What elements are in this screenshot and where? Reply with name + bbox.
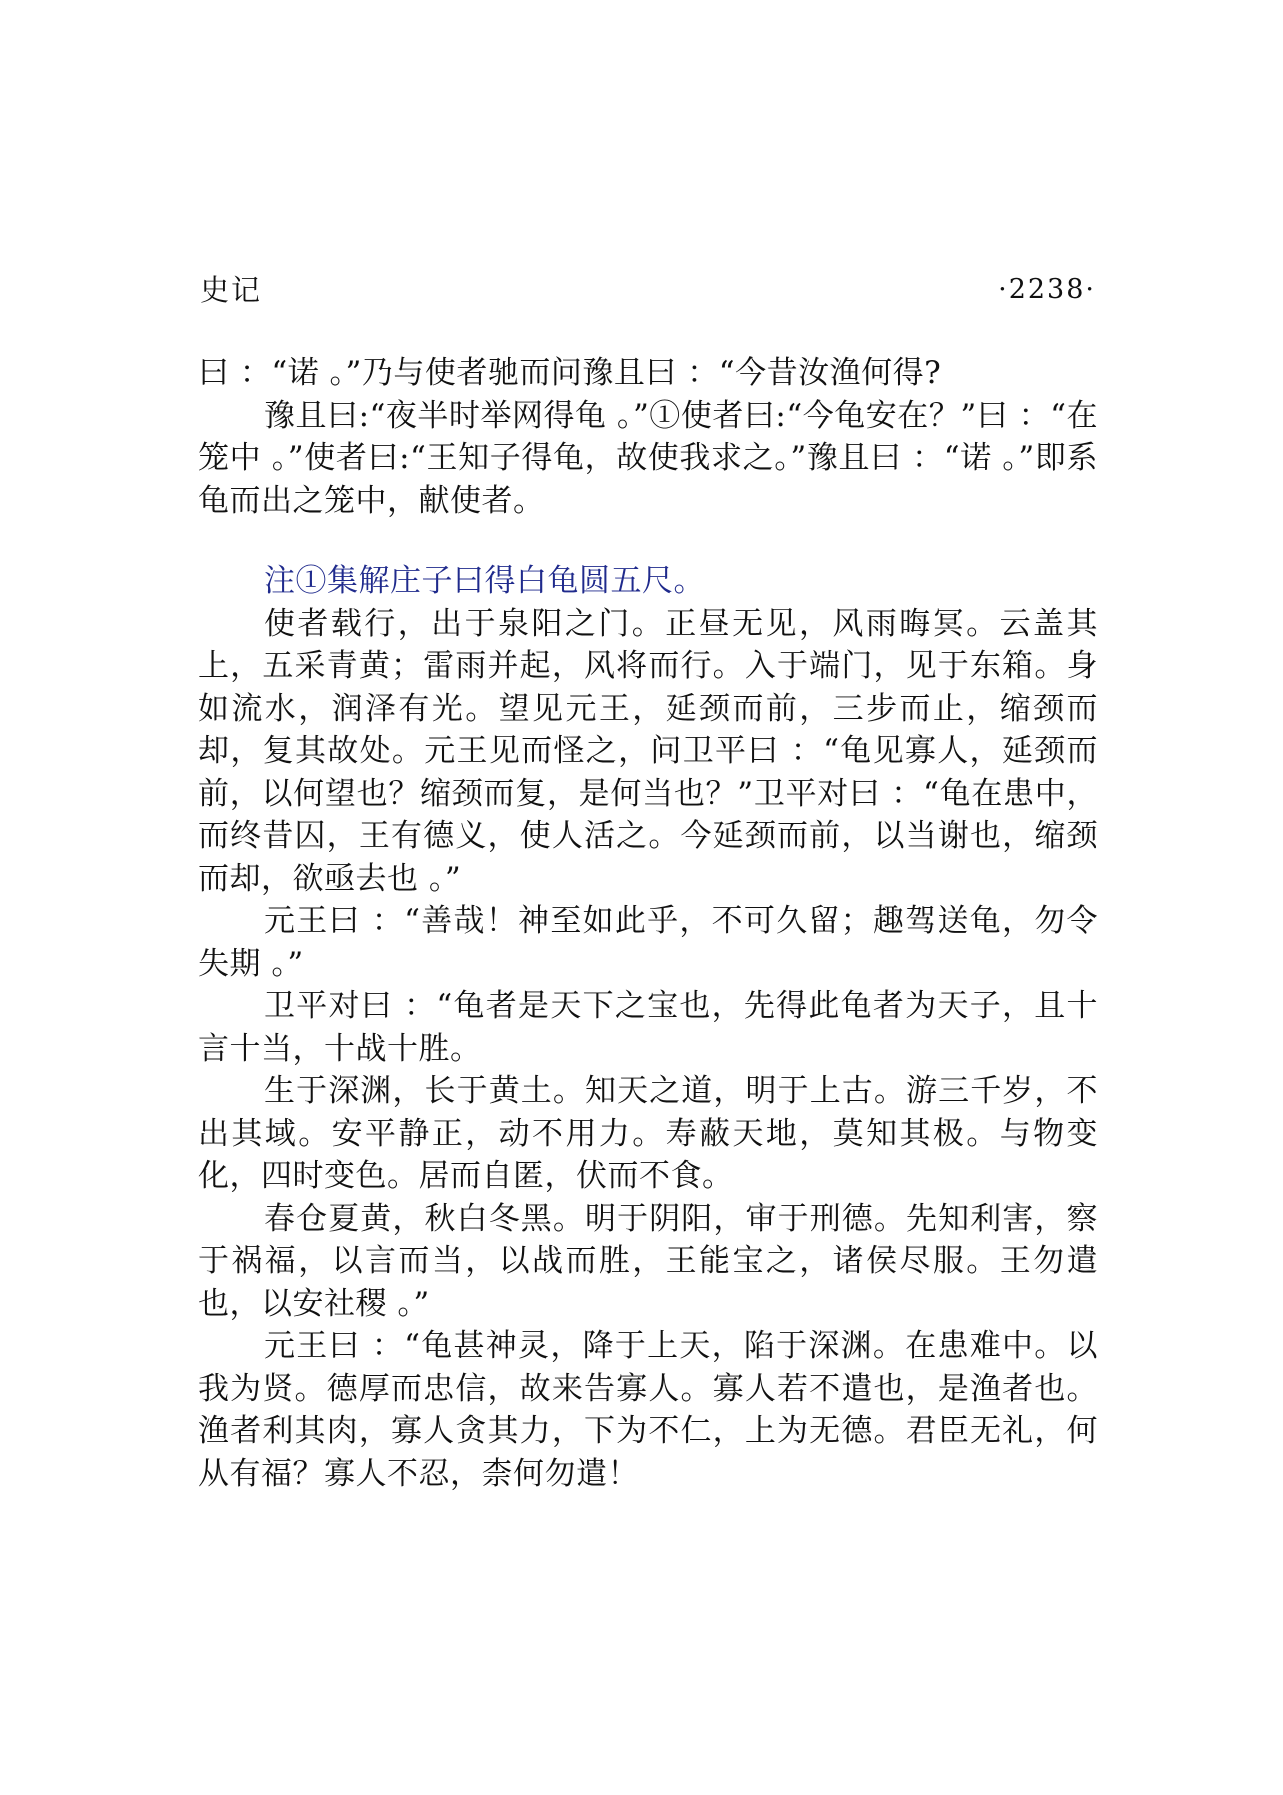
paragraph: 卫平对曰 ：“龟者是天下之宝也，先得此龟者为天子，且十言十当，十战十胜。 — [198, 988, 1098, 1067]
page-number: ·2238· — [998, 274, 1096, 305]
page-header — [200, 268, 1096, 312]
body-text — [198, 352, 1098, 1495]
footnote: 注①集解庄子曰得白龟圆五尺。 — [264, 563, 705, 599]
paragraph: 春仓夏黄，秋白冬黑。明于阴阳，审于刑德。先知利害，察于祸福，以言而当，以战而胜，王能宝之，诸侯尽服。王勿遣也，以安社稷 。” — [198, 1200, 1098, 1322]
book-title: 史记 — [200, 273, 263, 307]
paragraph: 生于深渊，长于黄土。知天之道，明于上古。游三千岁，不出其域。安平静正，动不用力。寿蔽天地，莫知其极。与物变化，四时变色。居而自匿，伏而不食。 — [198, 1073, 1098, 1194]
paragraph: 曰 ：“诺 。”乃与使者驰而问豫且曰 ：“今昔汝渔何得? — [198, 355, 942, 391]
paragraph: 元王曰 ：“龟甚神灵，降于上天，陷于深渊。在患难中。以我为贤。德厚而忠信，故来告寡人。寡人若不遣也，是渔者也。渔者利其肉，寡人贪其力，下为不仁，上为无德。君臣无礼，何从有福？寡人不忍，柰何勿遣！ — [198, 1328, 1098, 1492]
paragraph: 豫且曰:“夜半时举网得龟 。”①使者曰:“今龟安在？”曰 ：“在笼中 。”使者曰:“王知子得龟，故使我求之。”豫且曰 ：“诺 。”即系龟而出之笼中，献使者。 — [198, 397, 1098, 519]
paragraph: 元王曰 ：“善哉！神至如此乎，不可久留；趣驾送龟，勿令失期 。” — [198, 903, 1098, 982]
paragraph: 使者载行，出于泉阳之门。正昼无见，风雨晦冥。云盖其上，五采青黄；雷雨并起，风将而行。入于端门，见于东箱。身如流水，润泽有光。望见元王，延颈而前，三步而止，缩颈而却，复其故处。元王见而怪之，问卫平曰 ：“龟见寡人，延颈而前，以何望也？缩颈而复，是何当也？”卫平对曰 ：“龟在患中，而终昔囚，王有德义，使人活之。今延颈而前，以当谢也，缩颈而却，欲亟去也 。” — [198, 605, 1098, 897]
